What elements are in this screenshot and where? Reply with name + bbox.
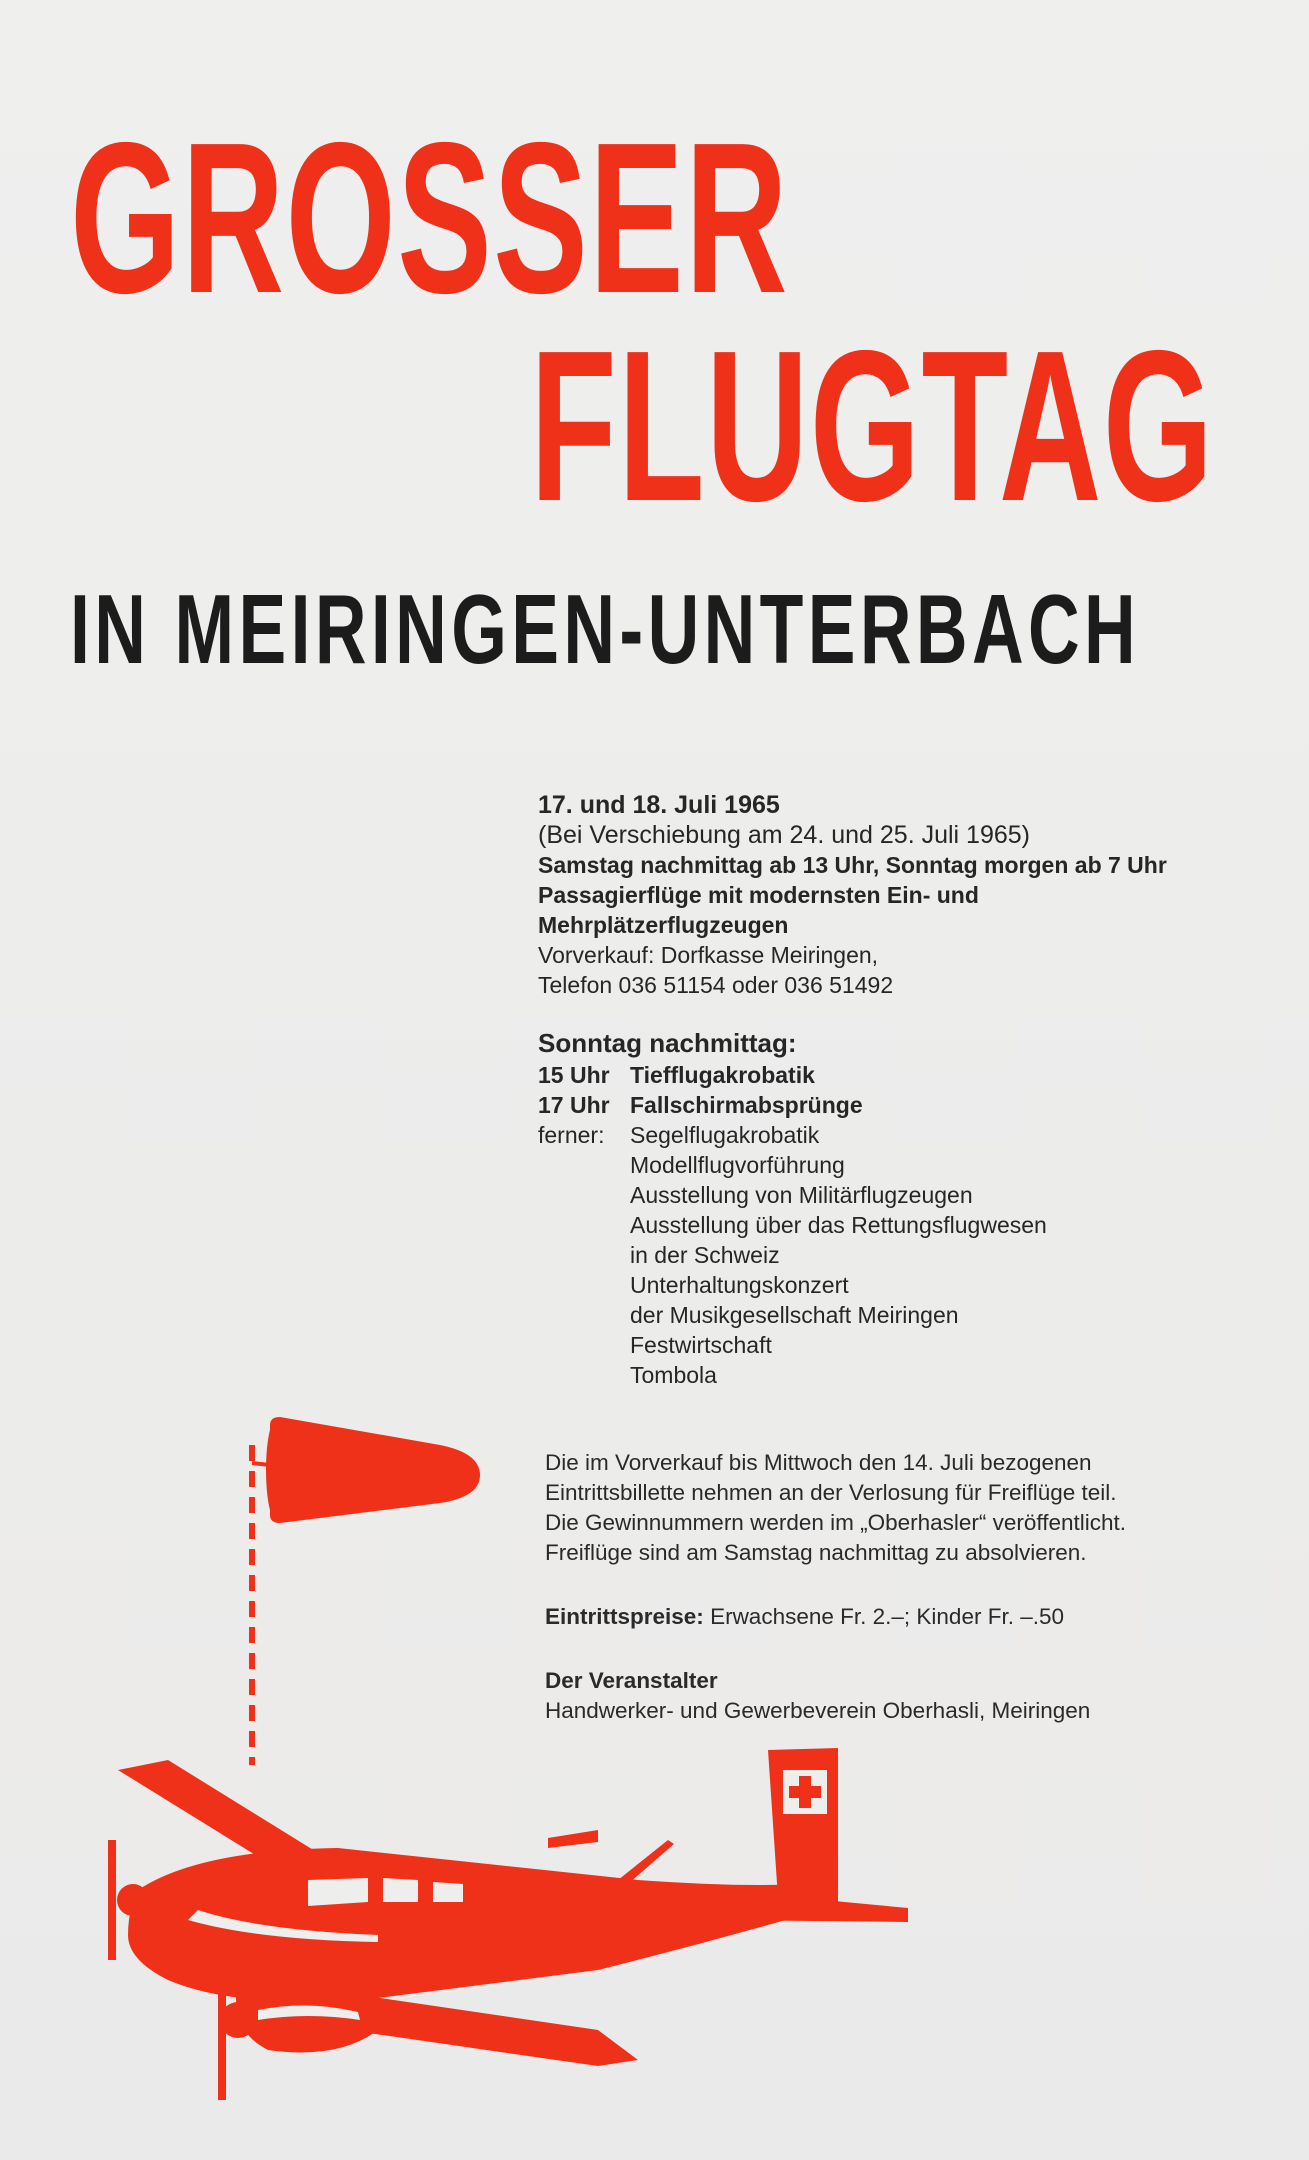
subheadline-location: IN MEIRINGEN-UNTERBACH: [70, 574, 1141, 684]
organizer-name: Handwerker- und Gewerbeverein Oberhasli, Meiringen: [545, 1698, 1091, 1723]
schedule-item: Unterhaltungskonzert: [630, 1272, 849, 1298]
schedule-time: [538, 1270, 630, 1300]
presale-line2: Telefon 036 51154 oder 036 51492: [538, 972, 894, 998]
windsock-icon: [240, 1405, 500, 1765]
prices-label: Eintrittspreise:: [545, 1604, 704, 1629]
schedule-item: Fallschirmabsprünge: [630, 1092, 863, 1118]
schedule-time: ferner:: [538, 1122, 605, 1148]
lottery-and-prices: [545, 1448, 1265, 1726]
schedule-item: Ausstellung über das Rettungsflugwesen: [630, 1212, 1047, 1238]
postpone-note: (Bei Verschiebung am 24. und 25. Juli 1965): [538, 821, 1030, 849]
organizer-label: Der Veranstalter: [545, 1668, 718, 1693]
event-details: [538, 790, 1258, 1390]
schedule-time: [538, 1360, 630, 1390]
schedule-time: [538, 1180, 630, 1210]
headline-grosser: GROSSER: [70, 97, 789, 338]
swiss-cross-icon: [783, 1770, 827, 1814]
passenger-flights-line1: Passagierflüge mit modernsten Ein- und: [538, 882, 979, 908]
schedule-item: Tiefflugakrobatik: [630, 1062, 815, 1088]
presale-line1: Vorverkauf: Dorfkasse Meiringen,: [538, 942, 879, 968]
schedule-time: [538, 1150, 630, 1180]
airplane-icon: [78, 1730, 938, 2150]
sunday-schedule: [538, 1060, 1258, 1390]
event-date: 17. und 18. Juli 1965: [538, 791, 780, 819]
schedule-time: [538, 1330, 630, 1360]
admission-prices: [545, 1602, 1265, 1632]
lottery-line: Die im Vorverkauf bis Mittwoch den 14. Juli bezogenen: [545, 1450, 1092, 1475]
schedule-time: [538, 1300, 630, 1330]
schedule-item: Festwirtschaft: [630, 1332, 772, 1358]
lottery-line: Eintrittsbillette nehmen an der Verlosung für Freiflüge teil.: [545, 1480, 1117, 1505]
event-times: Samstag nachmittag ab 13 Uhr, Sonntag morgen ab 7 Uhr: [538, 852, 1167, 878]
schedule-time: 15 Uhr: [538, 1062, 610, 1088]
prices-value: Erwachsene Fr. 2.–; Kinder Fr. –.50: [710, 1604, 1064, 1629]
lottery-line: Freiflüge sind am Samstag nachmittag zu absolvieren.: [545, 1540, 1087, 1565]
schedule-time: [538, 1240, 630, 1270]
headline-flugtag: FLUGTAG: [530, 305, 1215, 546]
passenger-flights-line2: Mehrplätzerflugzeugen: [538, 912, 789, 938]
schedule-time: [538, 1210, 630, 1240]
sunday-heading: Sonntag nachmittag:: [538, 1028, 797, 1058]
schedule-item: Ausstellung von Militärflugzeugen: [630, 1182, 973, 1208]
schedule-item: in der Schweiz: [630, 1242, 780, 1268]
lottery-line: Die Gewinnummern werden im „Oberhasler“ veröffentlicht.: [545, 1510, 1127, 1535]
schedule-item: der Musikgesellschaft Meiringen: [630, 1302, 959, 1328]
schedule-time: 17 Uhr: [538, 1092, 610, 1118]
schedule-item: Tombola: [630, 1362, 717, 1388]
schedule-item: Modellflugvorführung: [630, 1152, 845, 1178]
schedule-item: Segelflugakrobatik: [630, 1122, 820, 1148]
